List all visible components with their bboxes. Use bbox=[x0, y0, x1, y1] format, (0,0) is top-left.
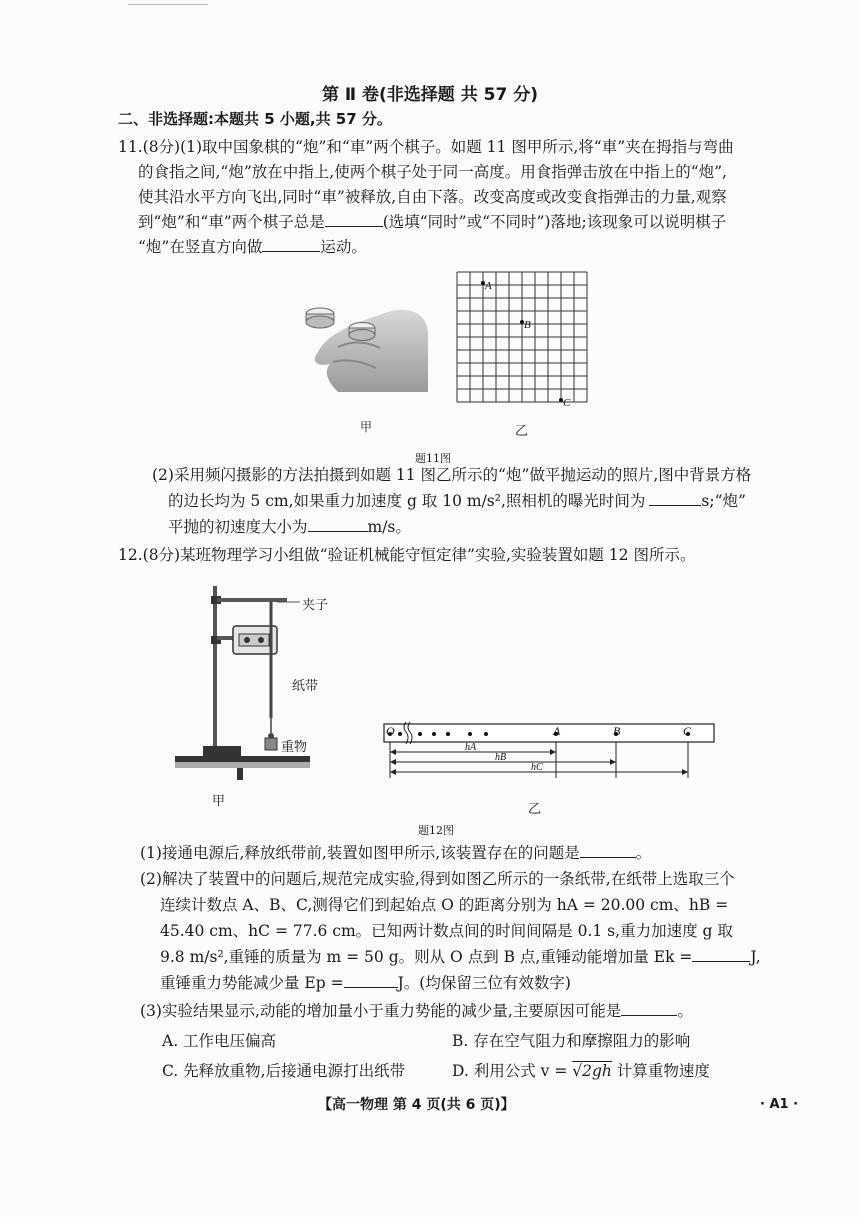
q12-s2-line5 bbox=[160, 972, 571, 994]
q11-line3: 使其沿水平方向飞出,同时“車”被释放,自由下落。改变高度或改变食指弹击的力量,观察 bbox=[138, 188, 727, 206]
q11-line1: 11.(8分)(1)取中国象棋的“炮”和“車”两个棋子。如题 11 图甲所示,将“車”夹在拇指与弯曲 bbox=[118, 138, 734, 156]
scan-mark bbox=[128, 4, 208, 5]
footer-label: 【高一物理 第 4 页(共 6 页)】 bbox=[318, 1097, 515, 1113]
fig12-caption: 题12图 bbox=[418, 824, 454, 837]
option-d[interactable] bbox=[452, 1060, 710, 1082]
q11-line4 bbox=[138, 211, 726, 233]
q12-s3-b: 。 bbox=[677, 1002, 693, 1020]
tape-dot bbox=[398, 732, 402, 736]
q12-s2-line1: (2)解决了装置中的问题后,规范完成实验,得到如图乙所示的一条纸带,在纸带上选取三个 bbox=[140, 870, 735, 888]
tape-h-label: hA bbox=[465, 742, 477, 753]
q11-part2-line2-a: 的边长均为 5 cm,如果重力加速度 g 取 10 m/s²,照相机的曝光时间为 bbox=[168, 492, 646, 510]
q12-blank-3[interactable] bbox=[344, 973, 398, 988]
section-heading: 二、非选择题:本题共 5 小题,共 57 分。 bbox=[118, 110, 392, 128]
q11-blank-2[interactable] bbox=[262, 237, 320, 252]
label-weight: 重物 bbox=[281, 740, 308, 755]
footer-code: · A1 · bbox=[760, 1097, 799, 1112]
tape-point-label: C bbox=[683, 724, 692, 738]
option-a[interactable]: A. 工作电压偏高 bbox=[162, 1032, 277, 1050]
q12-blank-2[interactable] bbox=[692, 947, 750, 962]
q11-line5-b: 运动。 bbox=[320, 238, 367, 256]
q12-s3-a: (3)实验结果显示,动能的增加量小于重力势能的减少量,主要原因可能是 bbox=[140, 1002, 622, 1020]
tape-h-label: hB bbox=[495, 752, 507, 763]
tape-dot bbox=[468, 732, 472, 736]
q12-s2-line4-b: J, bbox=[750, 948, 761, 966]
q11-part2-line2 bbox=[168, 490, 746, 512]
grid-point-label: C bbox=[563, 397, 571, 409]
q12-s2-line5-a: 重锤重力势能减少量 Ep = bbox=[160, 974, 344, 992]
option-d-suffix: 计算重物速度 bbox=[616, 1062, 710, 1080]
label-tape: 纸带 bbox=[292, 679, 319, 694]
q12-blank-4[interactable] bbox=[621, 1001, 677, 1016]
fig11-label-b: 乙 bbox=[515, 424, 529, 439]
q11-blank-4[interactable] bbox=[308, 517, 368, 532]
paper-tape-figure bbox=[370, 716, 720, 781]
q12-s2-line4 bbox=[160, 946, 761, 968]
q11-line5 bbox=[138, 236, 367, 258]
q11-line2: 的食指之间,“炮”放在中指上,使两个棋子处于同一高度。用食指弹击放在中指上的“炮”, bbox=[138, 163, 727, 181]
option-c[interactable]: C. 先释放重物,后接通电源打出纸带 bbox=[162, 1062, 406, 1080]
q12-s2-line3: 45.40 cm、hC = 77.6 cm。已知两计数点间的时间间隔是 0.1 s,重力加速度 g 取 bbox=[160, 922, 733, 940]
q12-blank-1[interactable] bbox=[580, 843, 636, 858]
q11-line5-a: “炮”在竖直方向做 bbox=[138, 238, 263, 256]
option-d-prefix: D. 利用公式 v = bbox=[452, 1062, 568, 1080]
fig12-label-a: 甲 bbox=[212, 794, 226, 809]
fig11-caption: 题11图 bbox=[415, 452, 451, 465]
q12-s1 bbox=[140, 842, 651, 864]
q11-part2-line2-b: s;“炮” bbox=[701, 492, 746, 510]
q11-part2-line3-b: m/s。 bbox=[367, 518, 411, 536]
tape-arrow bbox=[682, 769, 688, 775]
q12-s1-b: 。 bbox=[635, 844, 652, 862]
tape-arrow bbox=[390, 769, 396, 775]
fig11-label-a: 甲 bbox=[360, 420, 373, 434]
tape-arrow bbox=[390, 749, 396, 755]
tape-dot bbox=[418, 732, 422, 736]
tape-dot bbox=[432, 732, 436, 736]
q11-line4-a: 到“炮”和“車”两个棋子总是 bbox=[138, 213, 325, 231]
q11-blank-1[interactable] bbox=[325, 212, 383, 227]
q12-s3 bbox=[140, 1000, 693, 1022]
tape-arrow bbox=[390, 759, 396, 765]
tape-dot bbox=[484, 732, 488, 736]
option-d-formula: √2gh bbox=[572, 1062, 612, 1080]
q11-line4-b: (选填“同时”或“不同时”)落地;该现象可以说明棋子 bbox=[382, 213, 727, 231]
tape-point-label: B bbox=[613, 724, 621, 738]
projectile-grid-figure bbox=[455, 270, 590, 411]
q12-s2-line5-b: J。(均保留三位有效数字) bbox=[397, 974, 571, 992]
grid-point-label: A bbox=[485, 280, 492, 292]
hand-chess-figure bbox=[298, 292, 430, 392]
fig12-label-b: 乙 bbox=[528, 802, 542, 817]
tape-h-label: hC bbox=[531, 762, 543, 773]
q11-part2-line3-a: 平抛的初速度大小为 bbox=[168, 518, 308, 536]
q11-blank-3[interactable] bbox=[649, 491, 701, 506]
option-b[interactable]: B. 存在空气阻力和摩擦阻力的影响 bbox=[452, 1032, 691, 1050]
tape-arrow bbox=[610, 759, 616, 765]
tape-arrow bbox=[550, 749, 556, 755]
tape-point-label: O bbox=[386, 724, 395, 738]
q12-s2-line2: 连续计数点 A、B、C,测得它们到起始点 O 的距离分别为 hA = 20.00 cm、hB = bbox=[160, 896, 729, 914]
q12-s2-line4-a: 9.8 m/s²,重锤的质量为 m = 50 g。则从 O 点到 B 点,重锤动能增加量 Ek = bbox=[160, 948, 693, 966]
label-clip: 夹子 bbox=[302, 598, 329, 613]
grid-point-label: B bbox=[524, 319, 531, 331]
tape-point-label: A bbox=[553, 724, 561, 738]
q12-s1-a: (1)接通电源后,释放纸带前,装置如图甲所示,该装置存在的问题是 bbox=[140, 844, 580, 862]
tape-dot bbox=[446, 732, 450, 736]
q11-part2-line3 bbox=[168, 516, 411, 538]
section-title: 第 Ⅱ 卷(非选择题 共 57 分) bbox=[322, 85, 538, 105]
q12-intro: 12.(8分)某班物理学习小组做“验证机械能守恒定律”实验,实验装置如题 12 图所示。 bbox=[118, 546, 696, 564]
q11-part2-line1: (2)采用频闪摄影的方法拍摄到如题 11 图乙所示的“炮”做平抛运动的照片,图中背景方格 bbox=[152, 466, 752, 484]
